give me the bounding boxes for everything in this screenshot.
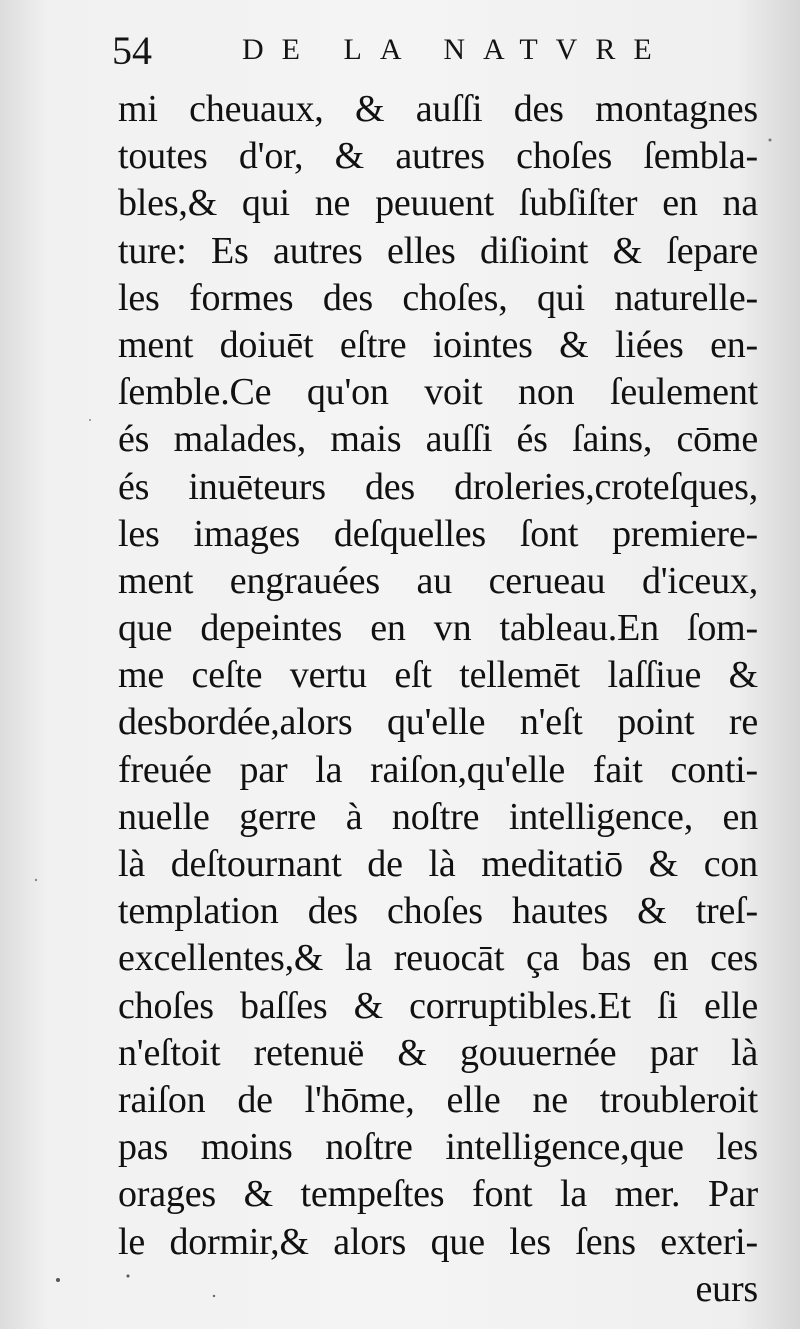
text-line: mi cheuaux, & auſſi des montagnes <box>118 88 758 130</box>
text-line: ment engrauées au cerueau d'iceux, <box>118 559 758 602</box>
text-line: ſemble.Ce qu'on voit non ſeulement <box>118 371 758 414</box>
text-line: n'eſtoit retenuë & gouuernée par là <box>118 1031 758 1074</box>
text-line: freuée par la raiſon,qu'elle fait conti- <box>118 748 758 791</box>
text-line: me ceſte vertu eſt tellemēt laſſiue & <box>118 654 758 697</box>
text-line: pas moins noſtre intelligence,que les <box>118 1126 758 1169</box>
text-line: les images deſquelles ſont premiere- <box>118 512 758 555</box>
text-line: excellentes,& la reuocāt ça bas en ces <box>118 937 758 980</box>
text-line: là deſtournant de là meditatiō & con <box>118 843 758 885</box>
text-line: orages & tempeſtes font la mer. Par <box>118 1173 758 1216</box>
text-line: és malades, mais auſſi és ſains, cōme <box>118 418 758 461</box>
text-line: choſes baſſes & corruptibles.Et ſi elle <box>118 984 758 1027</box>
body-text <box>118 86 758 1313</box>
text-line: ture: Es autres elles diſioint & ſepare <box>118 229 758 272</box>
text-line: ment doiuēt eſtre iointes & liées en- <box>118 323 758 366</box>
text-line: toutes d'or, & autres choſes ſembla- <box>118 135 758 178</box>
text-line: raiſon de l'hōme, elle ne troubleroit <box>118 1078 758 1121</box>
text-line: les formes des choſes, qui naturelle- <box>118 276 758 319</box>
catchword: eurs <box>695 1267 758 1310</box>
text-line: bles,& qui ne peuuent ſubſiſter en na <box>118 182 758 225</box>
text-line: que depeintes en vn tableau.En ſom- <box>118 607 758 650</box>
text-line: templation des choſes hautes & treſ- <box>118 890 758 933</box>
text-line: desbordée,alors qu'elle n'eſt point re <box>118 701 758 744</box>
text-line: le dormir,& alors que les ſens exteri- <box>118 1220 758 1263</box>
page-number: 54 <box>112 28 152 73</box>
text-line: nuelle gerre à noſtre intelligence, en <box>118 795 758 838</box>
text-line: és inuēteurs des droleries,croteſques, <box>118 465 758 508</box>
running-title: DE LA NATVRE <box>242 33 670 66</box>
running-header <box>112 24 752 74</box>
